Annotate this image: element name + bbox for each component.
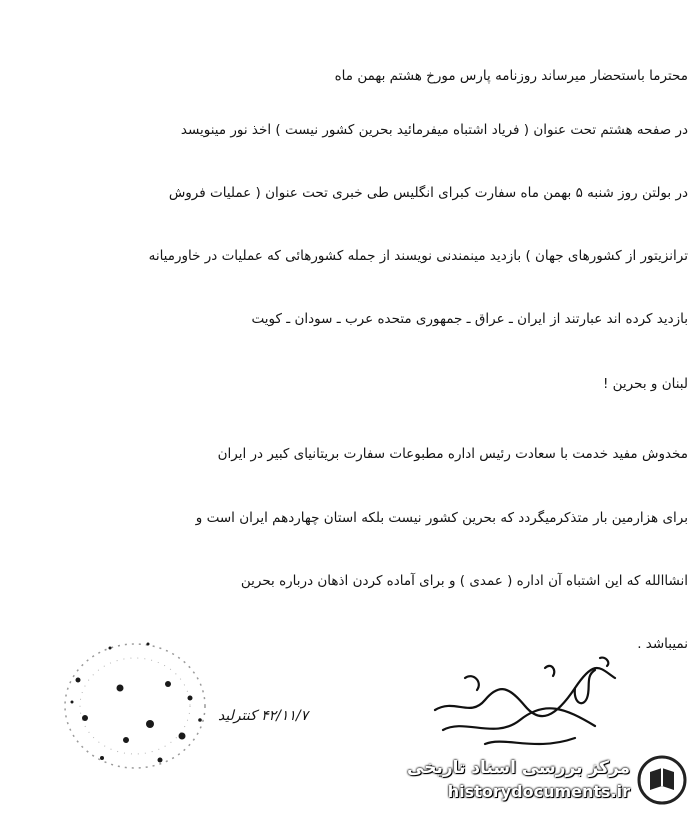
archive-logo-icon [636, 754, 688, 806]
watermark-url: historydocuments.ir [447, 782, 630, 801]
signature [425, 648, 625, 763]
letter-line-5: بازدید کرده اند عبارتند از ایران ـ عراق ـ جمهوری متحده عرب ـ سودان ـ کویت [251, 311, 688, 327]
watermark-title: مرکز بررسی اسناد تاریخی [407, 758, 630, 778]
letter-line-8: برای هزارمین بار متذکرمیگردد که بحرین کشور نیست بلکه استان چهاردهم ایران است و [195, 510, 688, 526]
letter-line-2: در صفحه هشتم تحت عنوان ( فریاد اشتباه میفرمائید بحرین کشور نیست ) اخذ نور مینویسد [180, 122, 688, 138]
stamp-seal [50, 628, 220, 778]
letter-line-10: نمیباشد . [637, 636, 688, 652]
letter-line-1: محترما باستحضار میرساند روزنامه پارس مورخ هشتم بهمن ماه [334, 68, 688, 84]
letter-line-6: لبنان و بحرین ! [602, 376, 688, 392]
letter-line-3: در بولتن روز شنبه ۵ بهمن ماه سفارت کبرای انگلیس طی خبری تحت عنوان ( عملیات فروش [168, 185, 688, 201]
letter-line-9: انشاالله که این اشتباه آن اداره ( عمدی ) و برای آماده کردن اذهان درباره بحرین [240, 573, 688, 589]
letter-line-4: ترانزیتور از کشورهای جهان ) بازدید مینمندنی نویسند از جمله کشورهائی که عملیات در خاورمیانه [148, 248, 688, 264]
letter-line-7: مخدوش مفید خدمت با سعادت رئیس اداره مطبوعات سفارت بریتانیای کبیر در ایران [217, 446, 688, 462]
archive-watermark [407, 752, 692, 810]
date-annotation: ۴۲/۱۱/۷ کنترلید [218, 708, 309, 724]
